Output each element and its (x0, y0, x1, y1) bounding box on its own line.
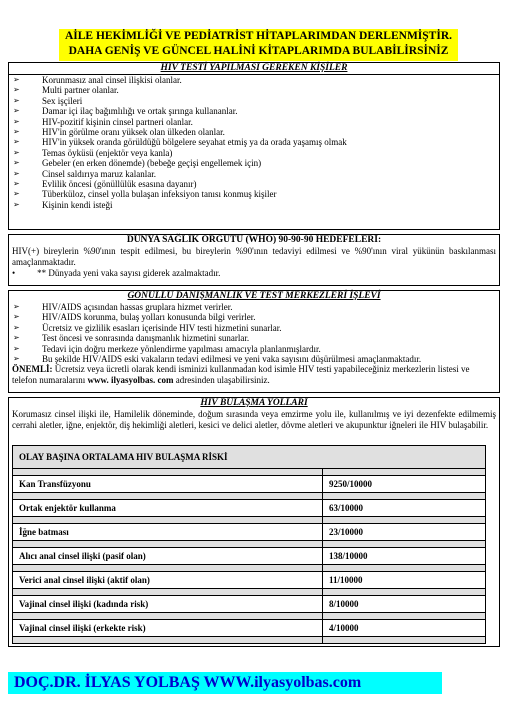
arrow-bullet-icon: ➢ (13, 106, 20, 116)
list-item (9, 106, 499, 116)
risk-cell: 138/10000 (323, 548, 486, 565)
bullet-list (9, 302, 499, 364)
section-title: HIV TESTİ YAPILMASI GEREKEN KİŞİLER (9, 63, 499, 75)
table-row (13, 620, 486, 637)
event-cell: İğne batması (13, 524, 323, 541)
event-cell: Vajinal cinsel ilişki (erkekte risk) (13, 620, 323, 637)
risk-cell: 9250/10000 (323, 476, 486, 493)
risk-cell: 63/10000 (323, 500, 486, 517)
event-cell: Alıcı anal cinsel ilişki (pasif olan) (13, 548, 323, 565)
arrow-bullet-icon: ➢ (13, 302, 20, 311)
section-title: GÖNÜLLÜ DANIŞMANLIK VE TEST MERKEZLERİ İŞLEVİ (127, 291, 381, 301)
paragraph: Korumasız cinsel ilişki ile, Hamilelik döneminde, doğum sırasında veya emzirme yolu ile, kullanılmış ve iyi dezenfekte edilmemiş cerrahi aletler, iğne, enjektör, diş hekimliği aletleri, kesici ve delici aletler, dövme aletleri ve akupunktur iğneleri ile HIV bulaşabilir. (12, 409, 496, 430)
list-item-text: Tüberküloz, cinsel yolla bulaşan infeksiyon tanısı konmuş kişiler (42, 189, 277, 200)
arrow-bullet-icon: ➢ (13, 343, 20, 353)
list-item (9, 158, 499, 168)
paragraph: HIV(+) bireylerin %90'ının tespit edilmesi, bu bireylerin %90'ının tedaviyi edilmesi ve %90'ının viral yükünün baskılanması amaçlanmaktadır. (12, 246, 496, 267)
list-item-text: Evlilik öncesi (gönüllülük esasına dayanır) (42, 179, 197, 190)
arrow-bullet-icon: ➢ (13, 322, 20, 332)
list-item (9, 96, 499, 106)
list-item-text: HIV/AIDS korunma, bulaş yolları konusunda bilgi verirler. (42, 312, 256, 323)
list-item (9, 75, 499, 85)
table-row (13, 572, 486, 589)
list-item (9, 333, 499, 343)
list-item (9, 169, 499, 179)
table-row (13, 476, 486, 493)
bullet-list (9, 75, 499, 210)
table-row (13, 524, 486, 541)
list-item (9, 302, 499, 312)
arrow-bullet-icon: ➢ (13, 127, 20, 137)
arrow-bullet-icon: ➢ (13, 189, 20, 199)
note-tail: adresinden ulaşabilirsiniz. (175, 375, 270, 386)
event-cell: Verici anal cinsel ilişki (aktif olan) (13, 572, 323, 589)
note-label: ÖNEMLİ: (12, 364, 53, 375)
table-row (13, 500, 486, 517)
list-item-text: HIV'in görülme oranı yüksek olan ülkeden olanlar. (42, 127, 225, 138)
risk-cell: 8/10000 (323, 596, 486, 613)
risk-cell: 23/10000 (323, 524, 486, 541)
event-cell: Kan Transfüzyonu (13, 476, 323, 493)
list-item-text: HIV/AIDS açısından hassas gruplara hizmet verirler. (42, 302, 233, 312)
list-item-text: Cinsel saldırıya maruz kalanlar. (42, 168, 156, 179)
list-item-text: Sex işçileri (42, 95, 83, 106)
list-item-text: Ücretsiz ve gizlilik esasları içerisinde HIV testi hizmetini sunarlar. (42, 322, 282, 333)
arrow-bullet-icon: ➢ (13, 95, 20, 105)
list-item: • ** Dünyada yeni vaka sayısı giderek azalmaktadır. (12, 268, 221, 278)
list-item-text: Kişinin kendi isteği (42, 199, 113, 210)
list-item (9, 137, 499, 147)
list-item (9, 344, 499, 354)
list-item-text: Gebeler (en erken dönemde) (bebeğe geçişi engellemek için) (42, 158, 262, 169)
arrow-bullet-icon: ➢ (13, 179, 20, 189)
arrow-bullet-icon: ➢ (13, 75, 20, 84)
list-item-text: Tedavi için doğru merkeze yönlendirme yapılması amacıyla planlanmışlardır. (42, 343, 321, 354)
note-text: Ücretsiz veya ücretli olarak kendi isminizi kullanmadan kod isimle HIV testi yapabileceğiniz merkezlerin listesi ve telefon numaralarını (12, 364, 470, 386)
arrow-bullet-icon: ➢ (13, 354, 20, 364)
list-item (9, 127, 499, 137)
bullet-dot-icon: • (12, 268, 16, 278)
section-title: DÜNYA SAĞLIK ÖRGÜTÜ (WHO) 90-90-90 HEDEFELERİ: (126, 235, 382, 245)
section-title: HIV BULAŞMA YOLLARI (200, 398, 308, 408)
arrow-bullet-icon: ➢ (13, 158, 20, 168)
list-item-text: Test öncesi ve sonrasında danışmanlık hizmetini sunarlar. (42, 333, 250, 344)
list-item (9, 117, 499, 127)
site-link[interactable]: www. ilyasyolbas. com (87, 375, 174, 386)
list-item (9, 189, 499, 199)
list-item (9, 179, 499, 189)
table-header: OLAY BAŞINA ORTALAMA HIV BULAŞMA RİSKİ (13, 446, 486, 469)
list-item (9, 312, 499, 322)
arrow-bullet-icon: ➢ (13, 199, 20, 209)
arrow-bullet-icon: ➢ (13, 312, 20, 322)
arrow-bullet-icon: ➢ (13, 85, 20, 95)
list-item-text: Damar içi ilaç bağımlılığı ve ortak şırınga kullananlar. (42, 106, 238, 117)
risk-cell: 4/10000 (323, 620, 486, 637)
section-who-goals (8, 234, 500, 286)
table-row (13, 548, 486, 565)
banner-line-1: AİLE HEKİMLİĞİ VE PEDİATRİST HİTAPLARIMDAN DERLENMİŞTİR. (64, 30, 453, 42)
list-item-text: Multi partner olanlar. (42, 85, 119, 96)
section-counseling-centers (8, 290, 500, 393)
list-item (9, 323, 499, 333)
header-banner (59, 29, 458, 61)
list-item-text: Temas öyküsü (enjektör veya kanla) (42, 147, 173, 158)
list-item-text: HIV-pozitif kişinin cinsel partneri olanlar. (42, 116, 193, 127)
risk-table (12, 445, 486, 644)
arrow-bullet-icon: ➢ (13, 137, 20, 147)
risk-cell: 11/10000 (323, 572, 486, 589)
footer-author: DOÇ.DR. İLYAS YOLBAŞ WWW.ilyasyolbas.com (8, 672, 442, 694)
arrow-bullet-icon: ➢ (13, 168, 20, 178)
list-item (9, 148, 499, 158)
arrow-bullet-icon: ➢ (13, 333, 20, 343)
table-row (13, 596, 486, 613)
section-test-candidates (8, 62, 500, 230)
event-cell: Vajinal cinsel ilişki (kadında risk) (13, 596, 323, 613)
important-note (9, 364, 499, 386)
list-item-text: Korunmasız anal cinsel ilişkisi olanlar. (42, 75, 182, 85)
list-item-text: HIV'in yüksek oranda görüldüğü bölgelere seyahat etmiş ya da orada yaşamış olmak (42, 137, 347, 148)
list-item (9, 354, 499, 364)
list-item-text: Bu şekilde HIV/AIDS eski vakaların tedavi edilmesi ve yeni vaka sayısını düşürülmesi amaçlanmaktadır. (42, 354, 422, 365)
banner-line-2: DAHA GENİŞ VE GÜNCEL HALİNİ KİTAPLARIMDA BULABİLİRSİNİZ (68, 45, 449, 57)
list-item (9, 85, 499, 95)
event-cell: Ortak enjektör kullanma (13, 500, 323, 517)
arrow-bullet-icon: ➢ (13, 147, 20, 157)
list-item (9, 200, 499, 210)
arrow-bullet-icon: ➢ (13, 116, 20, 126)
